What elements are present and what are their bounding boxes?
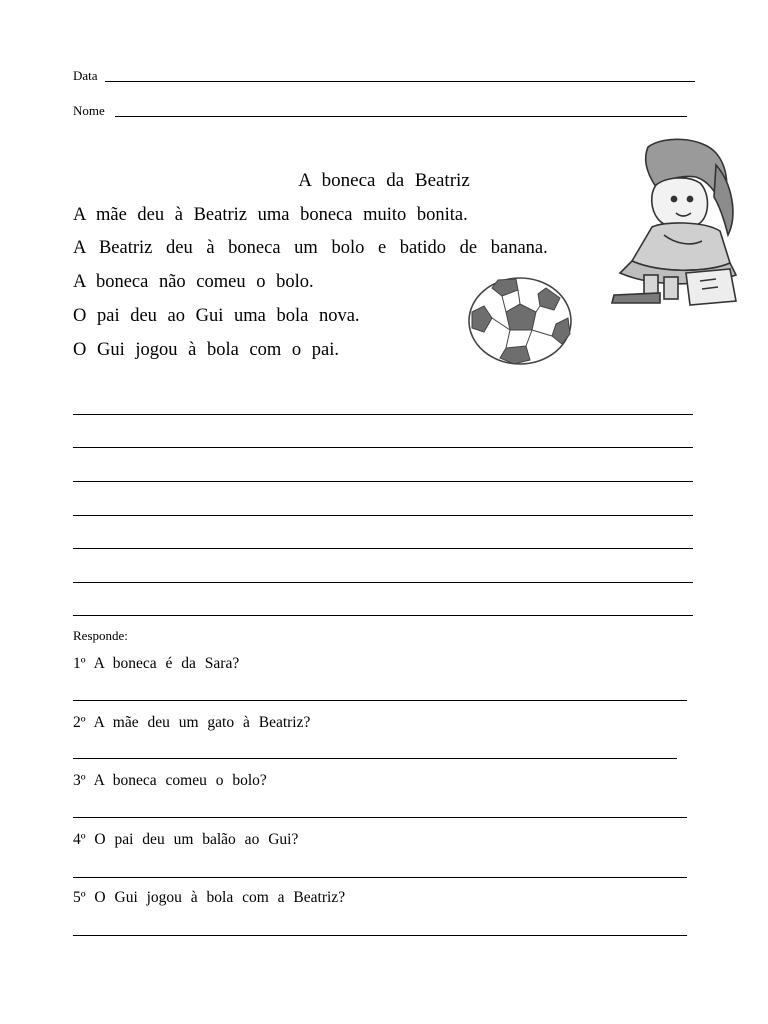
question-4: 4º O pai deu um balão ao Gui? xyxy=(73,831,299,848)
writing-line[interactable] xyxy=(73,447,693,448)
question-5: 5º O Gui jogou à bola com a Beatriz? xyxy=(73,889,346,906)
answer-line-2[interactable] xyxy=(73,758,677,759)
name-label: Nome xyxy=(73,103,105,118)
writing-line[interactable] xyxy=(73,582,693,583)
date-field[interactable] xyxy=(73,68,98,84)
story-line: O pai deu ao Gui uma bola nova. xyxy=(73,306,360,326)
story-line: A mãe deu à Beatriz uma boneca muito bonita. xyxy=(73,205,468,225)
answer-line-4[interactable] xyxy=(73,877,687,878)
soccer-ball-icon xyxy=(466,276,574,366)
writing-line[interactable] xyxy=(73,414,693,415)
date-line xyxy=(105,81,695,82)
name-field[interactable] xyxy=(73,103,105,119)
responde-label: Responde: xyxy=(73,628,128,643)
question-1: 1º A boneca é da Sara? xyxy=(73,655,240,672)
question-3: 3º A boneca comeu o bolo? xyxy=(73,772,267,789)
answer-line-3[interactable] xyxy=(73,817,687,818)
girl-with-doll-icon xyxy=(604,135,744,307)
question-2: 2º A mãe deu um gato à Beatriz? xyxy=(73,714,311,731)
answer-line-1[interactable] xyxy=(73,700,687,701)
writing-line[interactable] xyxy=(73,515,693,516)
name-line xyxy=(115,116,687,117)
story-line: O Gui jogou à bola com o pai. xyxy=(73,340,340,360)
writing-line[interactable] xyxy=(73,615,693,616)
writing-line[interactable] xyxy=(73,481,693,482)
story-line: A boneca não comeu o bolo. xyxy=(73,272,314,292)
story-title: A boneca da Beatriz xyxy=(298,170,470,191)
date-label: Data xyxy=(73,68,98,83)
answer-line-5[interactable] xyxy=(73,935,687,936)
story-line: A Beatriz deu à boneca um bolo e batido de banana. xyxy=(73,238,548,258)
writing-line[interactable] xyxy=(73,548,693,549)
